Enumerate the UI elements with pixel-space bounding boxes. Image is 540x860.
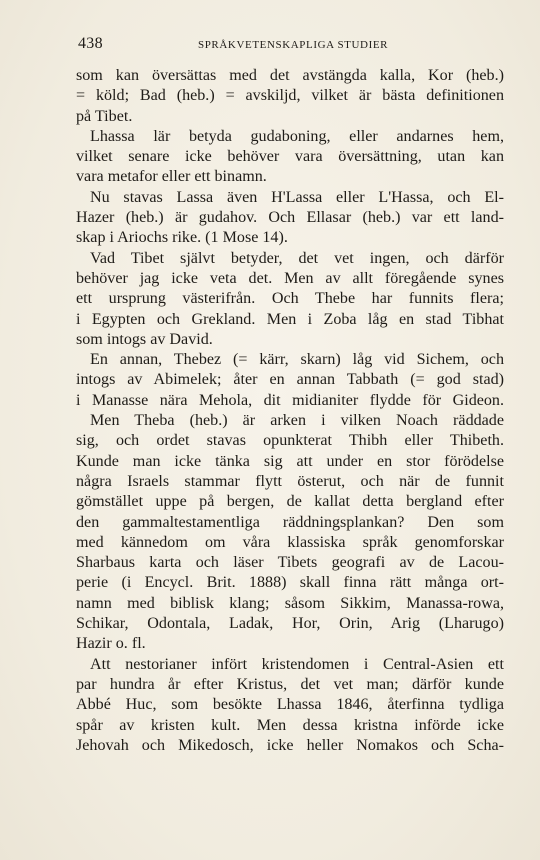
text-line: vara metafor eller ett binamn. [76,168,267,186]
text-line: par hundra år efter Kristus, det vet man; därför kunde [76,675,504,693]
text-line: i Egypten och Grekland. Men i Zoba låg en stad Tibhat [76,310,504,328]
text-line: namn med biblisk klang; såsom Sikkim, Manassa-rowa, [76,594,504,612]
text-line: som kan översättas med det avstängda kalla, Kor (heb.) [76,67,504,84]
text-line: Nu stavas Lassa även H'Lassa eller L'Hassa, och El- [90,188,504,206]
text-line: sig, och ordet stavas opunkterat Thibh eller Thibeth. [76,432,504,450]
text-line: gömstället uppe på bergen, de kallat detta bergland efter [76,493,504,511]
body-text [76,66,504,756]
text-line: behöver jag icke veta det. Men av allt föregående synes [76,269,504,287]
text-line: vilket senare icke behöver vara översättning, utan kan [76,148,504,166]
text-line: på Tibet. [76,107,133,125]
text-line: Abbé Huc, som besökte Lhassa 1846, återfinna tydliga [76,696,504,714]
page-number: 438 [78,35,103,52]
text-line: perie (i Encycl. Brit. 1888) skall finna rätt många ort- [76,574,504,592]
text-line: skap i Ariochs rike. (1 Mose 14). [76,229,288,247]
text-line: spår av kristen kult. Men dessa kristna införde icke [76,716,504,734]
text-line: En annan, Thebez (= kärr, skarn) låg vid Sichem, och [90,351,504,369]
text-line: Sharbaus karta och läser Tibets geografi av de Lacou- [76,554,504,572]
text-line: som intogs av David. [76,330,213,348]
text-line: Att nestorianer infört kristendomen i Central-Asien ett [90,655,504,673]
text-line: med kännedom om våra klassiska språk genomforskar [76,533,504,551]
running-head: SPRÅKVETENSKAPLIGA STUDIER [198,39,389,51]
text-line: den gammaltestamentliga räddningsplankan? Den som [76,513,504,531]
text-line: Lhassa lär betyda gudaboning, eller andarnes hem, [90,127,504,145]
text-line: Kunde man icke tänka sig att under en stor förödelse [76,452,504,470]
text-line: i Manasse nära Mehola, dit midianiter flydde för Gideon. [76,391,504,409]
text-line: Jehovah och Mikedosch, icke heller Nomakos och Scha- [76,736,504,754]
text-line: några Israels stammar flytt österut, och när de funnit [76,472,504,490]
text-line: Hazir o. fl. [76,635,146,653]
text-line: intogs av Abimelek; åter en annan Tabbath (= god stad) [76,371,504,389]
text-line: Men Theba (heb.) är arken i vilken Noach räddade [90,412,504,430]
text-line: ett ursprung västerifrån. Och Thebe har funnits flera; [76,290,504,308]
text-line: Vad Tibet självt betyder, det vet ingen, och därför [90,249,504,267]
text-line: Schikar, Odontala, Ladak, Hor, Orin, Arig (Lharugo) [76,615,504,633]
text-line: = köld; Bad (heb.) = avskiljd, vilket är bästa definitionen [76,87,504,105]
text-line: Hazer (heb.) är gudahov. Och Ellasar (heb.) var ett land- [76,209,504,227]
page-header [78,35,502,55]
